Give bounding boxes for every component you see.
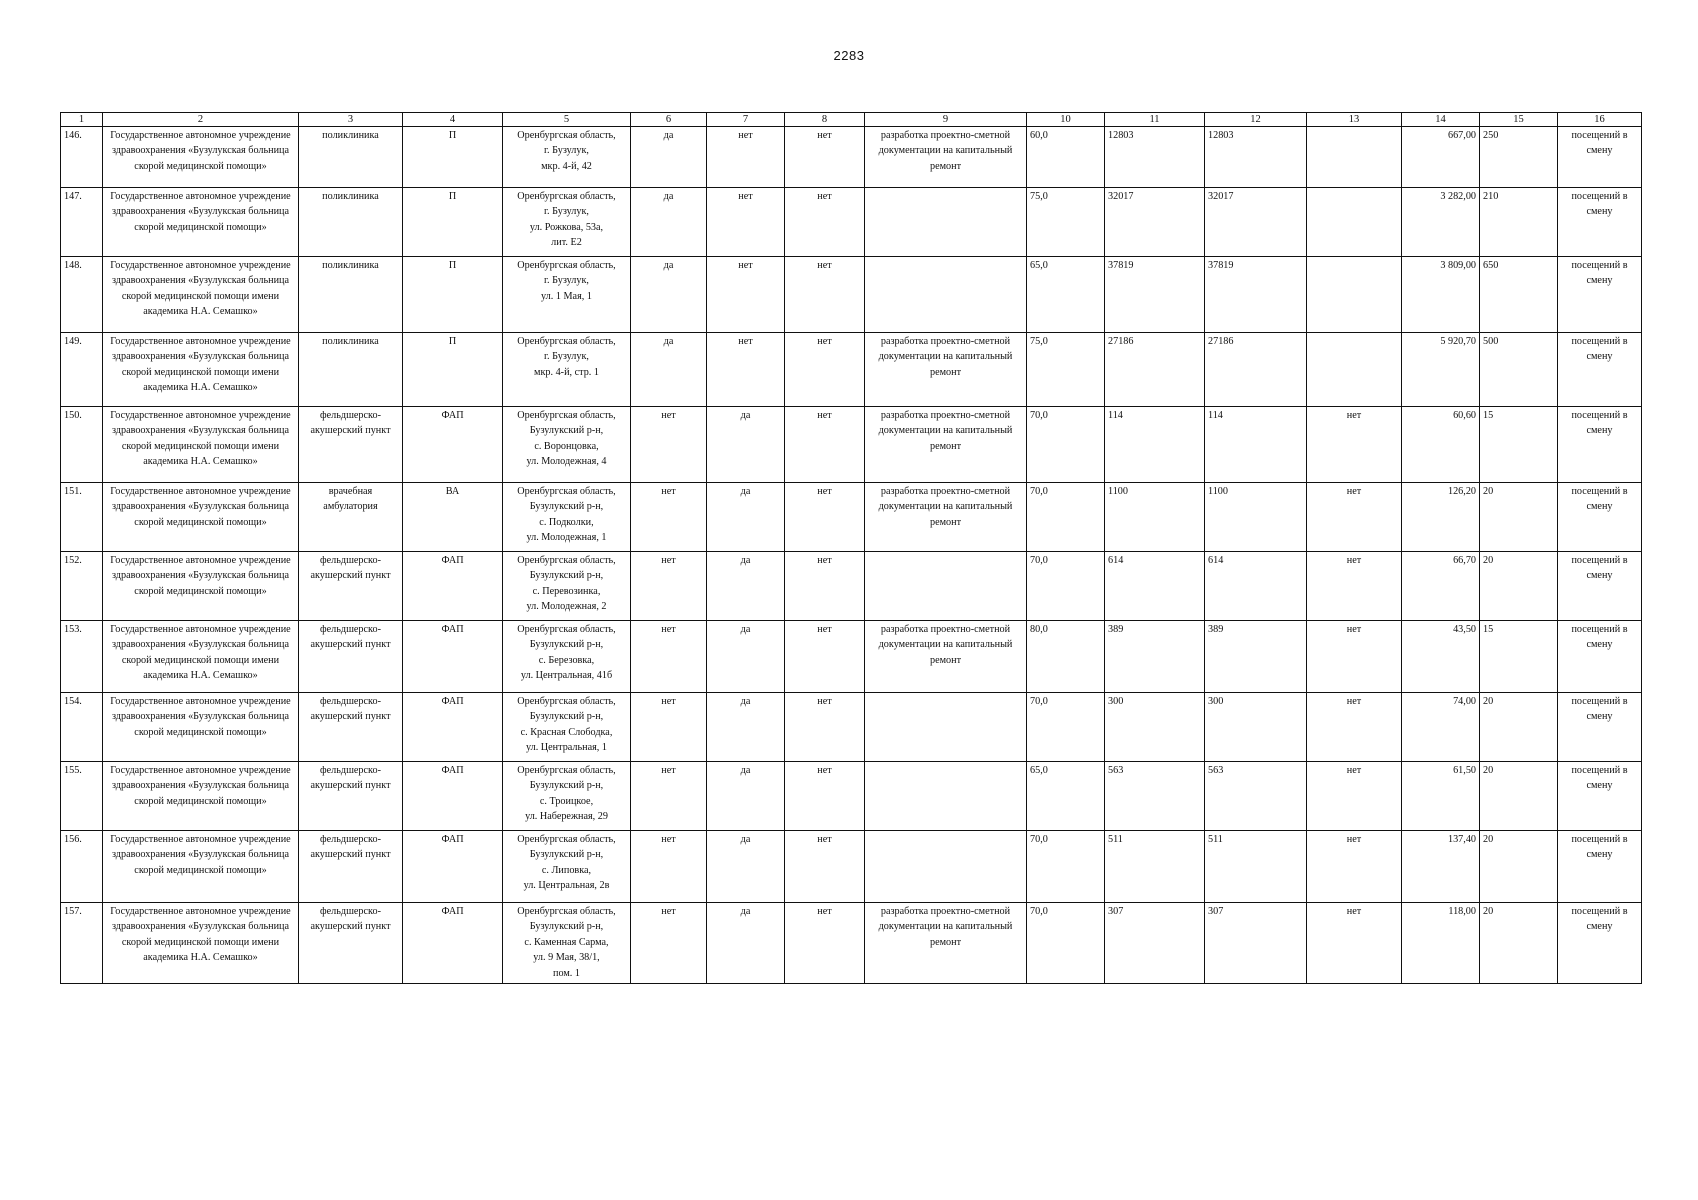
facility-abbr: ФАП: [403, 407, 503, 483]
capacity-unit: посещений в смену: [1558, 483, 1642, 552]
cell-col7: да: [707, 903, 785, 984]
facility-type: фельдшерско-акушерский пункт: [299, 407, 403, 483]
column-header: 16: [1558, 113, 1642, 127]
column-header: 6: [631, 113, 707, 127]
cell-col8: нет: [785, 762, 865, 831]
cell-col11: 563: [1105, 762, 1205, 831]
column-header: 3: [299, 113, 403, 127]
cell-col8: нет: [785, 257, 865, 333]
cell-col7: нет: [707, 257, 785, 333]
planned-work: [865, 188, 1027, 257]
cell-col12: 563: [1205, 762, 1307, 831]
cell-col6: да: [631, 257, 707, 333]
facility-address: Оренбургская область, Бузулукский р-н, с. Подколки, ул. Молодежная, 1: [503, 483, 631, 552]
column-header: 7: [707, 113, 785, 127]
institution-name: Государственное автономное учреждение здравоохранения «Бузулукская больница скорой медицинской помощи»: [103, 188, 299, 257]
cell-col6: да: [631, 188, 707, 257]
cell-col11: 27186: [1105, 333, 1205, 407]
cell-col12: 511: [1205, 831, 1307, 903]
institution-name: Государственное автономное учреждение здравоохранения «Бузулукская больница скорой медицинской помощи имени академика Н.А. Семашко»: [103, 407, 299, 483]
cell-col8: нет: [785, 407, 865, 483]
facility-type: поликлиника: [299, 333, 403, 407]
cell-col13: нет: [1307, 407, 1402, 483]
row-number: 151.: [61, 483, 103, 552]
cell-col7: нет: [707, 188, 785, 257]
cell-col12: 114: [1205, 407, 1307, 483]
facility-address: Оренбургская область, г. Бузулук, мкр. 4-й, стр. 1: [503, 333, 631, 407]
area-value: 667,00: [1402, 127, 1480, 188]
capacity-unit: посещений в смену: [1558, 621, 1642, 693]
cell-col11: 32017: [1105, 188, 1205, 257]
planned-work: разработка проектно-сметной документации на капитальный ремонт: [865, 333, 1027, 407]
table-row: [61, 903, 1642, 984]
column-header: 1: [61, 113, 103, 127]
cell-col12: 300: [1205, 693, 1307, 762]
cell-col6: да: [631, 127, 707, 188]
column-header: 8: [785, 113, 865, 127]
row-number: 155.: [61, 762, 103, 831]
cell-col13: нет: [1307, 762, 1402, 831]
area-value: 43,50: [1402, 621, 1480, 693]
row-number: 147.: [61, 188, 103, 257]
cell-col11: 37819: [1105, 257, 1205, 333]
planned-work: разработка проектно-сметной документации на капитальный ремонт: [865, 407, 1027, 483]
facility-address: Оренбургская область, г. Бузулук, ул. 1 Мая, 1: [503, 257, 631, 333]
capacity-unit: посещений в смену: [1558, 127, 1642, 188]
table-row: [61, 762, 1642, 831]
facility-abbr: П: [403, 188, 503, 257]
facility-abbr: П: [403, 127, 503, 188]
planned-work: разработка проектно-сметной документации на капитальный ремонт: [865, 621, 1027, 693]
table-row: [61, 257, 1642, 333]
cell-col12: 27186: [1205, 333, 1307, 407]
wear-percent: 75,0: [1027, 333, 1105, 407]
cell-col13: нет: [1307, 693, 1402, 762]
cell-col13: [1307, 257, 1402, 333]
facility-type: поликлиника: [299, 127, 403, 188]
table-row: [61, 693, 1642, 762]
facility-type: фельдшерско-акушерский пункт: [299, 693, 403, 762]
cell-col7: да: [707, 552, 785, 621]
page-number: 2283: [833, 48, 865, 63]
planned-work: [865, 552, 1027, 621]
planned-work: разработка проектно-сметной документации на капитальный ремонт: [865, 903, 1027, 984]
facility-address: Оренбургская область, Бузулукский р-н, с. Каменная Сарма, ул. 9 Мая, 38/1, пом. 1: [503, 903, 631, 984]
row-number: 152.: [61, 552, 103, 621]
wear-percent: 70,0: [1027, 552, 1105, 621]
cell-col7: да: [707, 483, 785, 552]
area-value: 66,70: [1402, 552, 1480, 621]
facility-abbr: ФАП: [403, 621, 503, 693]
institution-name: Государственное автономное учреждение здравоохранения «Бузулукская больница скорой медицинской помощи»: [103, 483, 299, 552]
institution-name: Государственное автономное учреждение здравоохранения «Бузулукская больница скорой медицинской помощи»: [103, 693, 299, 762]
column-header: 12: [1205, 113, 1307, 127]
institution-name: Государственное автономное учреждение здравоохранения «Бузулукская больница скорой медицинской помощи имени академика Н.А. Семашко»: [103, 257, 299, 333]
row-number: 153.: [61, 621, 103, 693]
capacity-value: 20: [1480, 483, 1558, 552]
row-number: 156.: [61, 831, 103, 903]
area-value: 74,00: [1402, 693, 1480, 762]
cell-col6: нет: [631, 621, 707, 693]
facility-type: поликлиника: [299, 188, 403, 257]
cell-col13: [1307, 188, 1402, 257]
row-number: 148.: [61, 257, 103, 333]
cell-col13: нет: [1307, 621, 1402, 693]
capacity-value: 20: [1480, 903, 1558, 984]
row-number: 154.: [61, 693, 103, 762]
table-row: [61, 407, 1642, 483]
cell-col7: да: [707, 762, 785, 831]
column-header: 14: [1402, 113, 1480, 127]
cell-col13: нет: [1307, 483, 1402, 552]
cell-col7: да: [707, 407, 785, 483]
cell-col13: нет: [1307, 831, 1402, 903]
facility-abbr: ФАП: [403, 552, 503, 621]
capacity-unit: посещений в смену: [1558, 762, 1642, 831]
cell-col8: нет: [785, 127, 865, 188]
cell-col11: 12803: [1105, 127, 1205, 188]
wear-percent: 70,0: [1027, 903, 1105, 984]
cell-col7: нет: [707, 127, 785, 188]
cell-col12: 307: [1205, 903, 1307, 984]
institution-name: Государственное автономное учреждение здравоохранения «Бузулукская больница скорой медицинской помощи»: [103, 831, 299, 903]
row-number: 146.: [61, 127, 103, 188]
cell-col8: нет: [785, 188, 865, 257]
facility-type: фельдшерско-акушерский пункт: [299, 903, 403, 984]
facility-abbr: П: [403, 257, 503, 333]
cell-col6: да: [631, 333, 707, 407]
cell-col6: нет: [631, 552, 707, 621]
cell-col11: 1100: [1105, 483, 1205, 552]
capacity-value: 20: [1480, 762, 1558, 831]
column-header: 11: [1105, 113, 1205, 127]
capacity-value: 250: [1480, 127, 1558, 188]
cell-col12: 12803: [1205, 127, 1307, 188]
column-header: 2: [103, 113, 299, 127]
facility-type: фельдшерско-акушерский пункт: [299, 831, 403, 903]
capacity-unit: посещений в смену: [1558, 693, 1642, 762]
facility-address: Оренбургская область, г. Бузулук, мкр. 4-й, 42: [503, 127, 631, 188]
cell-col12: 1100: [1205, 483, 1307, 552]
cell-col12: 32017: [1205, 188, 1307, 257]
planned-work: разработка проектно-сметной документации на капитальный ремонт: [865, 483, 1027, 552]
facility-abbr: ФАП: [403, 831, 503, 903]
wear-percent: 70,0: [1027, 483, 1105, 552]
institution-name: Государственное автономное учреждение здравоохранения «Бузулукская больница скорой медицинской помощи»: [103, 127, 299, 188]
facility-abbr: ФАП: [403, 762, 503, 831]
wear-percent: 60,0: [1027, 127, 1105, 188]
table-row: [61, 621, 1642, 693]
cell-col8: нет: [785, 831, 865, 903]
cell-col8: нет: [785, 693, 865, 762]
facility-abbr: ФАП: [403, 903, 503, 984]
facility-type: фельдшерско-акушерский пункт: [299, 762, 403, 831]
cell-col6: нет: [631, 407, 707, 483]
wear-percent: 65,0: [1027, 762, 1105, 831]
cell-col13: [1307, 127, 1402, 188]
column-header: 5: [503, 113, 631, 127]
cell-col13: нет: [1307, 552, 1402, 621]
table-row: [61, 552, 1642, 621]
row-number: 157.: [61, 903, 103, 984]
institution-name: Государственное автономное учреждение здравоохранения «Бузулукская больница скорой медицинской помощи имени академика Н.А. Семашко»: [103, 903, 299, 984]
planned-work: [865, 762, 1027, 831]
capacity-unit: посещений в смену: [1558, 831, 1642, 903]
row-number: 149.: [61, 333, 103, 407]
area-value: 137,40: [1402, 831, 1480, 903]
capacity-unit: посещений в смену: [1558, 407, 1642, 483]
facility-abbr: ФАП: [403, 693, 503, 762]
institution-name: Государственное автономное учреждение здравоохранения «Бузулукская больница скорой медицинской помощи»: [103, 762, 299, 831]
institution-name: Государственное автономное учреждение здравоохранения «Бузулукская больница скорой медицинской помощи»: [103, 552, 299, 621]
capacity-value: 15: [1480, 621, 1558, 693]
cell-col11: 307: [1105, 903, 1205, 984]
facility-address: Оренбургская область, Бузулукский р-н, с. Красная Слободка, ул. Центральная, 1: [503, 693, 631, 762]
table-row: [61, 333, 1642, 407]
capacity-unit: посещений в смену: [1558, 552, 1642, 621]
cell-col6: нет: [631, 831, 707, 903]
cell-col11: 614: [1105, 552, 1205, 621]
cell-col7: нет: [707, 333, 785, 407]
facility-address: Оренбургская область, Бузулукский р-н, с. Липовка, ул. Центральная, 2в: [503, 831, 631, 903]
facility-address: Оренбургская область, Бузулукский р-н, с. Троицкое, ул. Набережная, 29: [503, 762, 631, 831]
cell-col12: 614: [1205, 552, 1307, 621]
facilities-table: [60, 112, 1642, 984]
cell-col8: нет: [785, 903, 865, 984]
capacity-unit: посещений в смену: [1558, 188, 1642, 257]
table-row: [61, 831, 1642, 903]
cell-col8: нет: [785, 552, 865, 621]
capacity-value: 500: [1480, 333, 1558, 407]
area-value: 5 920,70: [1402, 333, 1480, 407]
cell-col11: 114: [1105, 407, 1205, 483]
capacity-unit: посещений в смену: [1558, 257, 1642, 333]
cell-col6: нет: [631, 762, 707, 831]
capacity-unit: посещений в смену: [1558, 333, 1642, 407]
wear-percent: 65,0: [1027, 257, 1105, 333]
capacity-value: 20: [1480, 552, 1558, 621]
planned-work: [865, 257, 1027, 333]
capacity-value: 210: [1480, 188, 1558, 257]
facility-type: врачебная амбулатория: [299, 483, 403, 552]
facility-address: Оренбургская область, г. Бузулук, ул. Рожкова, 53а, лит. Е2: [503, 188, 631, 257]
cell-col8: нет: [785, 483, 865, 552]
cell-col11: 389: [1105, 621, 1205, 693]
cell-col13: нет: [1307, 903, 1402, 984]
area-value: 3 809,00: [1402, 257, 1480, 333]
area-value: 61,50: [1402, 762, 1480, 831]
cell-col7: да: [707, 831, 785, 903]
table-row: [61, 483, 1642, 552]
facility-abbr: П: [403, 333, 503, 407]
institution-name: Государственное автономное учреждение здравоохранения «Бузулукская больница скорой медицинской помощи имени академика Н.А. Семашко»: [103, 621, 299, 693]
facility-type: фельдшерско-акушерский пункт: [299, 552, 403, 621]
column-header: 10: [1027, 113, 1105, 127]
cell-col11: 300: [1105, 693, 1205, 762]
row-number: 150.: [61, 407, 103, 483]
facility-type: поликлиника: [299, 257, 403, 333]
capacity-unit: посещений в смену: [1558, 903, 1642, 984]
area-value: 60,60: [1402, 407, 1480, 483]
cell-col6: нет: [631, 693, 707, 762]
cell-col11: 511: [1105, 831, 1205, 903]
planned-work: [865, 831, 1027, 903]
wear-percent: 70,0: [1027, 693, 1105, 762]
cell-col7: да: [707, 693, 785, 762]
facility-address: Оренбургская область, Бузулукский р-н, с. Перевозинка, ул. Молодежная, 2: [503, 552, 631, 621]
facility-address: Оренбургская область, Бузулукский р-н, с. Воронцовка, ул. Молодежная, 4: [503, 407, 631, 483]
column-header: 9: [865, 113, 1027, 127]
cell-col7: да: [707, 621, 785, 693]
wear-percent: 70,0: [1027, 831, 1105, 903]
facility-type: фельдшерско-акушерский пункт: [299, 621, 403, 693]
area-value: 118,00: [1402, 903, 1480, 984]
cell-col6: нет: [631, 903, 707, 984]
column-header: 15: [1480, 113, 1558, 127]
capacity-value: 650: [1480, 257, 1558, 333]
wear-percent: 70,0: [1027, 407, 1105, 483]
cell-col12: 389: [1205, 621, 1307, 693]
cell-col8: нет: [785, 621, 865, 693]
cell-col6: нет: [631, 483, 707, 552]
table-row: [61, 188, 1642, 257]
cell-col8: нет: [785, 333, 865, 407]
cell-col13: [1307, 333, 1402, 407]
facility-address: Оренбургская область, Бузулукский р-н, с. Березовка, ул. Центральная, 41б: [503, 621, 631, 693]
wear-percent: 75,0: [1027, 188, 1105, 257]
institution-name: Государственное автономное учреждение здравоохранения «Бузулукская больница скорой медицинской помощи имени академика Н.А. Семашко»: [103, 333, 299, 407]
column-header: 13: [1307, 113, 1402, 127]
facility-abbr: ВА: [403, 483, 503, 552]
planned-work: разработка проектно-сметной документации на капитальный ремонт: [865, 127, 1027, 188]
wear-percent: 80,0: [1027, 621, 1105, 693]
table-row: [61, 127, 1642, 188]
column-number-row: [61, 113, 1642, 127]
capacity-value: 20: [1480, 693, 1558, 762]
area-value: 126,20: [1402, 483, 1480, 552]
cell-col12: 37819: [1205, 257, 1307, 333]
planned-work: [865, 693, 1027, 762]
area-value: 3 282,00: [1402, 188, 1480, 257]
capacity-value: 15: [1480, 407, 1558, 483]
capacity-value: 20: [1480, 831, 1558, 903]
column-header: 4: [403, 113, 503, 127]
